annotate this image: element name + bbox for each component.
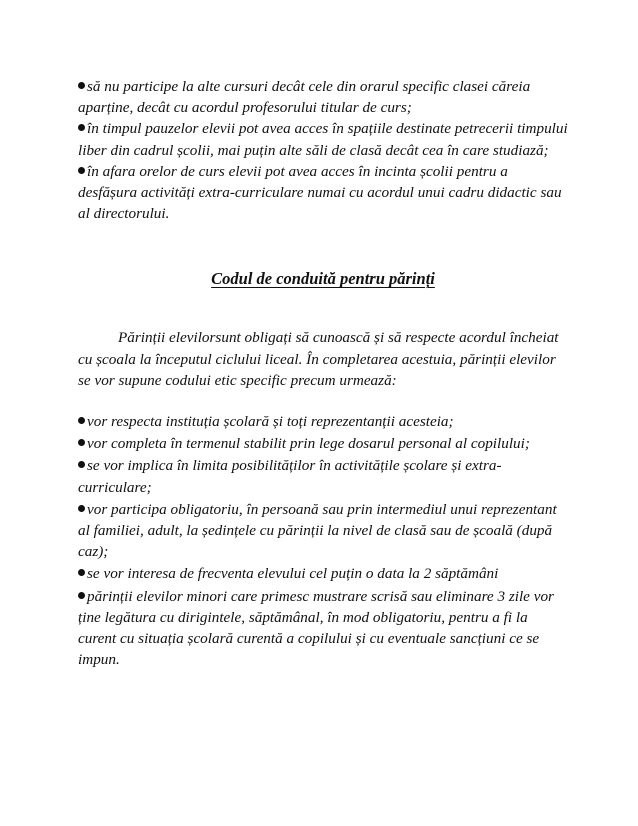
parent-rules-list <box>78 411 568 670</box>
bullet-icon <box>78 124 85 131</box>
bullet-icon <box>78 461 85 468</box>
bullet-icon <box>78 505 85 512</box>
list-item-text: în timpul pauzelor elevii pot avea acces în spațiile destinate petrecerii timpului liber din cadrul școlii, mai puțin alte săli de clasă decât cea în care studiază; <box>78 120 568 159</box>
bullet-icon <box>78 82 85 89</box>
list-item <box>78 118 568 160</box>
list-item-text: vor respecta instituția școlară și toți reprezentanții acesteia; <box>87 413 454 431</box>
list-item-text: în afara orelor de curs elevii pot avea acces în incinta școlii pentru a desfășura activități extra-curriculare numai cu acordul unui cadru didactic sau al directorului. <box>78 162 562 223</box>
list-item <box>78 161 568 225</box>
list-item <box>78 563 568 584</box>
list-item-text: vor participa obligatoriu, în persoană sau prin intermediul unui reprezentant al familiei, adult, la ședințele cu părinții la nivel de clasă sau de școală (după caz); <box>78 500 557 561</box>
list-item <box>78 411 568 432</box>
list-item-text: părinții elevilor minori care primesc mustrare scrisă sau eliminare 3 zile vor ține legătura cu dirigintele, săptămânal, în mod obligatoriu, pentru a fi la curent cu situația școlară curentă a copilului și cu eventuale sancțiuni ce se impun. <box>78 587 554 669</box>
student-rules-list <box>78 76 568 224</box>
list-item-text: vor completa în termenul stabilit prin lege dosarul personal al copilului; <box>87 435 530 453</box>
bullet-icon <box>78 569 85 576</box>
list-item <box>78 499 568 563</box>
bullet-icon <box>78 417 85 424</box>
list-item-text: se vor interesa de frecventa elevului cel puțin o data la 2 săptămâni <box>87 565 499 583</box>
section-heading: Codul de conduită pentru părinți <box>211 269 435 289</box>
bullet-icon <box>78 167 85 174</box>
list-item <box>78 586 568 671</box>
document-page <box>78 76 568 671</box>
list-item-text: se vor implica în limita posibilităților în activitățile școlare și extra-curriculare; <box>78 457 502 496</box>
intro-paragraph: Părinții elevilorsunt obligați să cunoască și să respecte acordul încheiat cu școala la începutul ciclului liceal. În completarea acestuia, părinții elevilor se vor supune codului etic specific precum urmează: <box>78 329 559 389</box>
list-item <box>78 76 568 118</box>
list-item <box>78 455 568 497</box>
list-item-text: să nu participe la alte cursuri decât cele din orarul specific clasei căreia aparține, decât cu acordul profesorului titular de curs; <box>78 78 531 117</box>
list-item <box>78 433 568 454</box>
bullet-icon <box>78 592 85 599</box>
bullet-icon <box>78 439 85 446</box>
